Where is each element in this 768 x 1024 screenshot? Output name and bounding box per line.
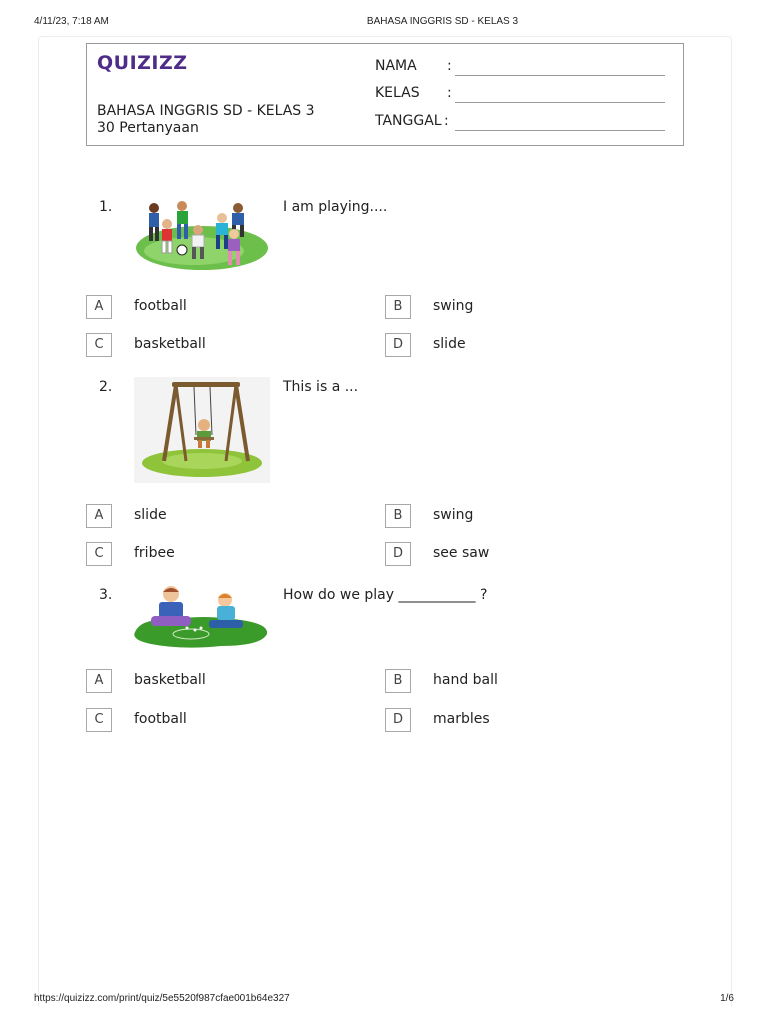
print-url[interactable]: https://quizizz.com/print/quiz/5e5520f987cfae001b64e327 (34, 993, 290, 1004)
option-text: see saw (433, 545, 490, 561)
option-letter: D (385, 542, 411, 566)
date-colon: : (444, 113, 449, 129)
option-text: basketball (134, 672, 206, 688)
option-letter: B (385, 295, 411, 319)
name-line (455, 75, 665, 76)
option-text: hand ball (433, 672, 498, 688)
option-letter: B (385, 669, 411, 693)
question-count: 30 Pertanyaan (97, 120, 199, 136)
option-letter: A (86, 295, 112, 319)
quizizz-logo: QUIZIZZ (97, 52, 188, 74)
child-on-swing-image (134, 377, 270, 483)
name-colon: : (447, 58, 452, 74)
name-field (375, 58, 675, 78)
option-letter: D (385, 708, 411, 732)
option-text: slide (134, 507, 167, 523)
class-colon: : (447, 85, 452, 101)
option-letter: B (385, 504, 411, 528)
option-text: marbles (433, 711, 490, 727)
print-title: BAHASA INGGRIS SD - KELAS 3 (366, 16, 519, 27)
option-text: football (134, 711, 187, 727)
quiz-title: BAHASA INGGRIS SD - KELAS 3 (97, 103, 315, 119)
date-label: TANGGAL (375, 113, 442, 129)
option-letter: C (86, 708, 112, 732)
class-line (455, 102, 665, 103)
option-text: football (134, 298, 187, 314)
option-text: basketball (134, 336, 206, 352)
date-line (455, 130, 665, 131)
quiz-header-box (86, 43, 684, 146)
class-label: KELAS (375, 85, 420, 101)
option-letter: C (86, 542, 112, 566)
question-number: 2. (99, 379, 113, 395)
print-footer (0, 993, 768, 1007)
question-text: This is a ... (283, 379, 359, 395)
question-number: 3. (99, 587, 113, 603)
option-letter: A (86, 504, 112, 528)
question-number: 1. (99, 199, 113, 215)
name-label: NAMA (375, 58, 417, 74)
option-text: swing (433, 298, 474, 314)
option-letter: C (86, 333, 112, 357)
option-text: swing (433, 507, 474, 523)
print-header (0, 16, 768, 30)
page-counter: 1/6 (720, 993, 734, 1004)
children-playing-football-image (134, 196, 270, 275)
class-field (375, 85, 675, 105)
question-text: How do we play ___________ ? (283, 587, 488, 603)
option-text: slide (433, 336, 466, 352)
print-datetime: 4/11/23, 7:18 AM (34, 16, 109, 27)
option-text: fribee (134, 545, 175, 561)
option-letter: D (385, 333, 411, 357)
children-playing-marbles-image (131, 584, 271, 650)
question-text: I am playing.... (283, 199, 388, 215)
date-field (375, 113, 675, 133)
option-letter: A (86, 669, 112, 693)
